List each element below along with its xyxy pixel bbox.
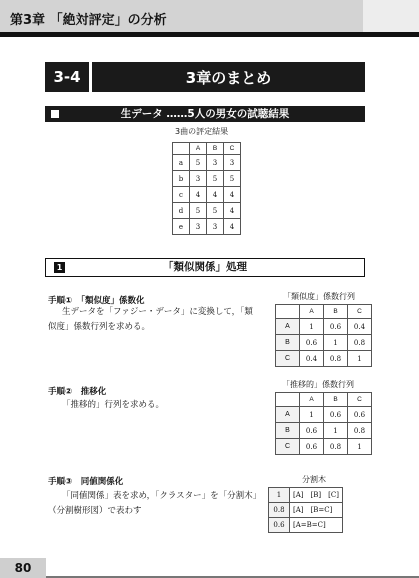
table-header-row (276, 305, 372, 319)
raw-data-table (172, 142, 241, 235)
step3-text-line1: 「同値関係」表を求め，「クラスター」を「分割木」 (62, 491, 262, 501)
table-cell: 4 (224, 187, 241, 203)
table-cell: [A] [B=C] (290, 503, 343, 518)
column-header: B (324, 393, 348, 407)
row-label: B (276, 423, 300, 439)
page-number: 80 (0, 558, 46, 578)
table-row (173, 155, 241, 171)
table-cell: 0.8 (348, 423, 372, 439)
table-cell: 1 (300, 407, 324, 423)
table-cell: 4 (224, 219, 241, 235)
row-label: A (276, 407, 300, 423)
table-row (269, 503, 343, 518)
table-cell: 0.6 (324, 407, 348, 423)
table-cell: 0.8 (324, 351, 348, 367)
table-row (173, 171, 241, 187)
table-cell: 0.6 (300, 335, 324, 351)
step1-table-caption: 「類似度」係数行列 (283, 292, 355, 301)
table-cell: 3 (207, 219, 224, 235)
table-cell: 3 (207, 155, 224, 171)
table-row (173, 187, 241, 203)
table-row (276, 423, 372, 439)
row-label: 1 (269, 488, 290, 503)
column-header: A (300, 305, 324, 319)
row-label: b (173, 171, 190, 187)
row-label: 0.6 (269, 518, 290, 533)
row-label: d (173, 203, 190, 219)
similarity-matrix (275, 304, 372, 367)
column-header: B (324, 305, 348, 319)
table-cell: 0.6 (348, 407, 372, 423)
table-cell: 1 (348, 351, 372, 367)
table-cell: 5 (190, 155, 207, 171)
step1-text-line1: 生データを「ファジー・データ」に変換して，「類 (62, 307, 253, 317)
table-cell: 5 (207, 203, 224, 219)
table-row (276, 407, 372, 423)
table-cell: 1 (348, 439, 372, 455)
step2-table-wrap (275, 392, 372, 455)
column-header (276, 305, 300, 319)
table-cell: 0.6 (300, 423, 324, 439)
table-cell: 0.4 (300, 351, 324, 367)
table-cell: 0.4 (348, 319, 372, 335)
table-cell: 0.8 (348, 335, 372, 351)
table-cell: 1 (324, 335, 348, 351)
table-row (173, 219, 241, 235)
table-cell: 0.6 (300, 439, 324, 455)
table-cell: [A] [B] [C] (290, 488, 343, 503)
step2-text-line1: 「推移的」行列を求める。 (62, 400, 165, 410)
header-tab (363, 0, 419, 32)
table-cell: 5 (207, 171, 224, 187)
row-label: e (173, 219, 190, 235)
table-header-row (276, 393, 372, 407)
step3-text-line2: （分割樹形図）で表わす (48, 506, 142, 516)
transitive-matrix (275, 392, 372, 455)
table-header-row (173, 143, 241, 155)
raw-data-title: 生データ ……5人の男女の試聴結果 (120, 108, 290, 120)
step1-title: 手順① 「類似度」係数化 (48, 296, 145, 306)
table-cell: 4 (190, 187, 207, 203)
step3-table-caption: 分割木 (302, 475, 326, 484)
step1-text-line2: 似度」係数行列を求める。 (48, 322, 151, 332)
table-cell: 3 (224, 155, 241, 171)
table-row (269, 518, 343, 533)
step3-title: 手順③ 同値関係化 (48, 477, 124, 487)
table-row (173, 203, 241, 219)
table-cell: 1 (324, 423, 348, 439)
table-cell: 5 (224, 171, 241, 187)
step2-title: 手順② 推移化 (48, 387, 107, 397)
raw-data-table-wrap (172, 142, 241, 235)
step2-table-caption: 「推移的」係数行列 (282, 380, 354, 389)
raw-data-heading (45, 106, 365, 122)
chapter-title: 第3章 「絶対評定」の分析 (10, 13, 167, 28)
row-label: A (276, 319, 300, 335)
table-cell: [A=B=C] (290, 518, 343, 533)
column-header: A (300, 393, 324, 407)
column-header: A (190, 143, 207, 155)
column-header (276, 393, 300, 407)
table-cell: 1 (300, 319, 324, 335)
table-row (276, 439, 372, 455)
partition-tree-table (268, 487, 343, 533)
raw-data-caption: 3曲の評定結果 (175, 127, 229, 136)
table-row (269, 488, 343, 503)
table-cell: 4 (224, 203, 241, 219)
table-row (276, 319, 372, 335)
row-label: C (276, 351, 300, 367)
row-label: C (276, 439, 300, 455)
column-header: C (348, 393, 372, 407)
table-row (276, 351, 372, 367)
similarity-section-title: 「類似関係」処理 (163, 261, 247, 273)
column-header: B (207, 143, 224, 155)
row-label: 0.8 (269, 503, 290, 518)
table-row (276, 335, 372, 351)
section-title: 3章のまとめ (92, 62, 365, 92)
table-cell: 4 (207, 187, 224, 203)
column-header (173, 143, 190, 155)
table-cell: 0.6 (324, 319, 348, 335)
table-cell: 5 (190, 203, 207, 219)
column-header: C (348, 305, 372, 319)
row-label: B (276, 335, 300, 351)
table-cell: 0.8 (324, 439, 348, 455)
step1-table-wrap (275, 304, 372, 367)
similarity-section-heading (45, 258, 365, 277)
table-cell: 3 (190, 171, 207, 187)
section-number-badge: 3-4 (45, 62, 89, 92)
row-label: a (173, 155, 190, 171)
step3-table-wrap (268, 487, 343, 533)
row-label: c (173, 187, 190, 203)
table-cell: 3 (190, 219, 207, 235)
column-header: C (224, 143, 241, 155)
header-rule (0, 32, 419, 37)
section-number-icon: 1 (54, 262, 65, 273)
